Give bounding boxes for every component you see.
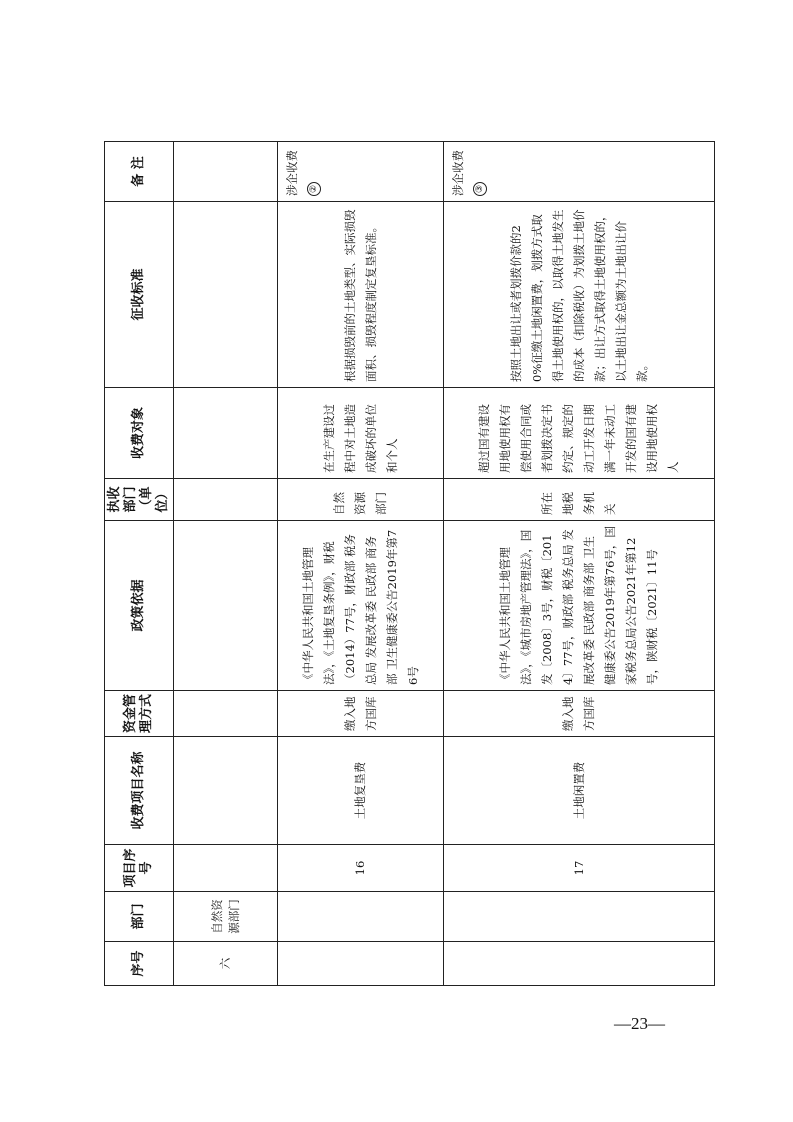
empty-cell — [174, 142, 278, 202]
header-item-no: 项目序号 — [105, 845, 174, 892]
header-agency: 执收部门（单位） — [105, 479, 174, 521]
standard-cell: 根据损毁前的土地类型、实际损毁面积、损毁程度制定复垦标准。 — [278, 202, 444, 388]
header-standard: 征收标准 — [105, 202, 174, 388]
target-cell: 超过国有建设用地使用权有偿使用合同或者划拨决定书约定、规定的动工开发日期满一年未动工开发的国有建设用地使用权人 — [444, 388, 715, 479]
empty-cell — [174, 521, 278, 691]
item-name-cell: 土地闲置费 — [444, 737, 715, 845]
header-fund: 资金管理方式 — [105, 691, 174, 737]
note-mark: ② — [307, 182, 321, 196]
header-item-name: 收费项目名称 — [105, 737, 174, 845]
table-row-section — [174, 142, 278, 986]
header-target: 收费对象 — [105, 388, 174, 479]
note-cell — [444, 142, 715, 202]
agency-cell: 所在地税务机关 — [444, 479, 715, 521]
header-basis: 政策依据 — [105, 521, 174, 691]
header-seq: 序号 — [105, 942, 174, 986]
note-cell — [278, 142, 444, 202]
note-text: 涉企收费 — [285, 150, 299, 196]
fund-cell: 缴入地方国库 — [278, 691, 444, 737]
empty-cell — [174, 388, 278, 479]
empty-cell — [444, 942, 715, 986]
empty-cell — [278, 892, 444, 942]
note-text: 涉企收费 — [451, 150, 465, 196]
header-dept: 部门 — [105, 892, 174, 942]
item-no-cell: 16 — [278, 845, 444, 892]
note-mark: ③ — [473, 182, 487, 196]
target-cell: 在生产建设过程中对土地造成破坏的单位和个人 — [278, 388, 444, 479]
table-header-row — [105, 142, 174, 986]
basis-cell: 《中华人民共和国土地管理法》，《城市房地产管理法》，国发〔2008〕3号，财税〔2014〕77号，财政部 税务总局 发展改革委 民政部 商务部 卫生健康委公告2019年第76号，国家税务总局公告2021年第12号，陕财税〔2021〕11号 — [444, 521, 715, 691]
standard-cell: 按照土地出让或者划拨价款的20%征缴土地闲置费，划拨方式取得土地使用权的，以取得土地发生的成本（扣除税收）为划拨土地价款；出让方式取得土地使用权的，以土地出让金总额为土地出让价款。 — [444, 202, 715, 388]
empty-cell — [174, 691, 278, 737]
agency-cell: 自然资源部门 — [278, 479, 444, 521]
empty-cell — [444, 892, 715, 942]
table-row — [444, 142, 715, 986]
empty-cell — [174, 202, 278, 388]
fee-schedule-table — [104, 141, 715, 986]
rotated-table-container — [104, 142, 693, 986]
page-number: —23— — [614, 1014, 665, 1033]
empty-cell — [278, 942, 444, 986]
empty-cell — [174, 479, 278, 521]
item-name-cell: 土地复垦费 — [278, 737, 444, 845]
basis-cell: 《中华人民共和国土地管理法》，《土地复垦条例》，财税（2014）77号，财政部 税务总局 发展改革委 民政部 商务部 卫生健康委公告2019年第76号 — [278, 521, 444, 691]
section-dept: 自然资源部门 — [174, 892, 278, 942]
item-no-cell: 17 — [444, 845, 715, 892]
section-seq: 六 — [174, 942, 278, 986]
fund-cell: 缴入地方国库 — [444, 691, 715, 737]
empty-cell — [174, 845, 278, 892]
table-row — [278, 142, 444, 986]
empty-cell — [174, 737, 278, 845]
header-note: 备 注 — [105, 142, 174, 202]
